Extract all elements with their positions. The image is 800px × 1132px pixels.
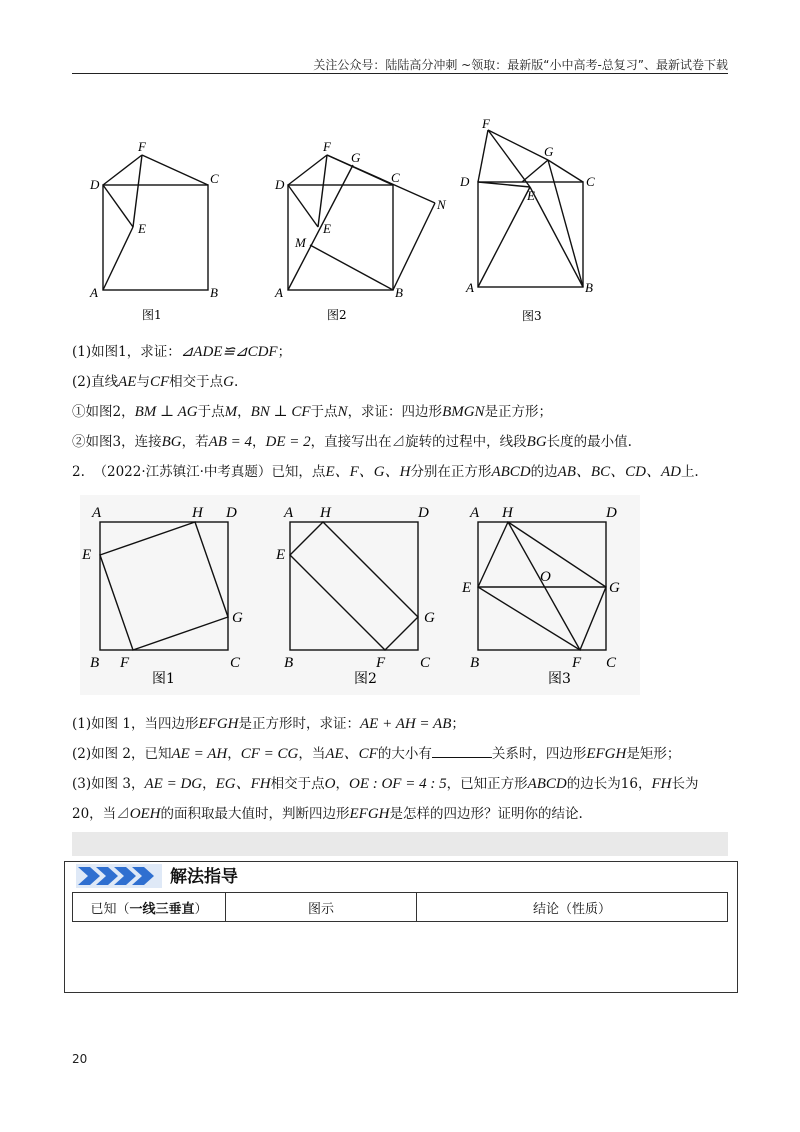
svg-text:图2: 图2 bbox=[354, 671, 377, 687]
svg-text:C: C bbox=[606, 655, 617, 671]
col-conclusion: 结论（性质） bbox=[417, 893, 728, 922]
p1-q1: (1)如图1，求证：⊿ADE≌⊿CDF； bbox=[72, 344, 292, 360]
p1-q4: ②如图3，连接BG，若AB = 4，DE = 2，直接写出在⊿旋转的过程中，线段BG长度的最小值. bbox=[72, 434, 632, 450]
svg-text:A: A bbox=[466, 280, 474, 295]
label-d: D bbox=[90, 177, 100, 192]
svg-text:B: B bbox=[585, 280, 593, 295]
svg-text:A: A bbox=[275, 285, 283, 300]
svg-text:B: B bbox=[395, 285, 403, 300]
svg-text:F: F bbox=[323, 139, 331, 154]
svg-text:D: D bbox=[226, 505, 237, 521]
svg-text:图3: 图3 bbox=[522, 309, 542, 323]
svg-text:D: D bbox=[275, 177, 285, 192]
svg-text:B: B bbox=[470, 655, 480, 671]
svg-text:C: C bbox=[230, 655, 241, 671]
svg-text:G: G bbox=[232, 610, 243, 626]
svg-text:E: E bbox=[527, 188, 535, 203]
method-guide-box bbox=[64, 861, 738, 993]
svg-text:D: D bbox=[606, 505, 617, 521]
label-c: C bbox=[210, 171, 219, 186]
svg-text:D: D bbox=[418, 505, 429, 521]
page-number: 20 bbox=[72, 1052, 88, 1066]
label-f: F bbox=[138, 139, 146, 154]
p1-q2: (2)直线AE与CF相交于点G. bbox=[72, 374, 239, 390]
svg-text:A: A bbox=[284, 505, 294, 521]
svg-text:O: O bbox=[540, 569, 551, 585]
svg-text:E: E bbox=[323, 221, 331, 236]
svg-text:G: G bbox=[424, 610, 435, 626]
svg-text:F: F bbox=[482, 116, 490, 131]
answer-blank[interactable] bbox=[432, 745, 492, 758]
chevron-arrows-icon bbox=[76, 864, 162, 888]
svg-text:C: C bbox=[586, 174, 595, 189]
method-table bbox=[72, 892, 728, 922]
svg-text:G: G bbox=[609, 580, 620, 596]
figure-3-top bbox=[460, 112, 620, 327]
page-header: 关注公众号：陆陆高分冲刺 ~领取：最新版“小中高考-总复习”、最新试卷下载 bbox=[313, 58, 728, 72]
square-abcd bbox=[103, 185, 208, 290]
svg-text:M: M bbox=[295, 235, 306, 250]
svg-text:H: H bbox=[192, 505, 203, 521]
svg-text:N: N bbox=[437, 197, 446, 212]
svg-text:F: F bbox=[120, 655, 130, 671]
method-guide-title: 解法指导 bbox=[170, 867, 238, 887]
p2-q1: (1)如图 1，当四边形EFGH是正方形时，求证：AE + AH = AB； bbox=[72, 716, 465, 732]
figure-1-top bbox=[80, 135, 240, 325]
svg-text:F: F bbox=[376, 655, 386, 671]
col-known: 已知（一线三垂直） bbox=[73, 893, 226, 922]
svg-text:A: A bbox=[470, 505, 480, 521]
separator-bar bbox=[72, 832, 728, 856]
svg-text:C: C bbox=[420, 655, 431, 671]
col-figure: 图示 bbox=[226, 893, 417, 922]
p2-q3: (3)如图 3，AE = DG，EG、FH相交于点O，OE : OF = 4 : 5，已知正方形ABCD的边长为16，FH长为 bbox=[72, 776, 699, 792]
svg-text:G: G bbox=[544, 144, 554, 159]
svg-text:G: G bbox=[351, 150, 361, 165]
label-b: B bbox=[210, 285, 218, 300]
p2-q2: (2)如图 2，已知AE = AH，CF = CG，当AE、CF的大小有 关系时，四边形EFGH是矩形； bbox=[72, 746, 681, 762]
svg-text:D: D bbox=[460, 174, 470, 189]
svg-text:图3: 图3 bbox=[548, 671, 571, 687]
svg-text:E: E bbox=[82, 547, 92, 563]
svg-text:H: H bbox=[502, 505, 513, 521]
fig-caption: 图1 bbox=[142, 308, 162, 322]
p1-q3: ①如图2，BM ⊥ AG于点M，BN ⊥ CF于点N，求证：四边形BMGN是正方形； bbox=[72, 404, 553, 420]
svg-text:C: C bbox=[391, 170, 400, 185]
svg-text:B: B bbox=[90, 655, 100, 671]
figure-1-mid bbox=[80, 495, 640, 695]
p2-intro: 2. （2022·江苏镇江·中考真题）已知，点E、F、G、H分别在正方形ABCD的边AB、BC、CD、AD上. bbox=[72, 464, 699, 480]
label-e: E bbox=[138, 221, 146, 236]
svg-text:图2: 图2 bbox=[327, 308, 347, 322]
label-a: A bbox=[90, 285, 98, 300]
p2-q3b: 20，当⊿OEH的面积取最大值时，判断四边形EFGH是怎样的四边形？证明你的结论. bbox=[72, 806, 583, 822]
svg-text:E: E bbox=[462, 580, 472, 596]
header-rule bbox=[72, 73, 728, 74]
svg-text:A: A bbox=[92, 505, 102, 521]
svg-text:B: B bbox=[284, 655, 294, 671]
svg-text:H: H bbox=[320, 505, 331, 521]
figure-2-top bbox=[265, 135, 465, 325]
svg-text:E: E bbox=[276, 547, 286, 563]
svg-text:F: F bbox=[572, 655, 582, 671]
svg-text:图1: 图1 bbox=[152, 671, 175, 687]
